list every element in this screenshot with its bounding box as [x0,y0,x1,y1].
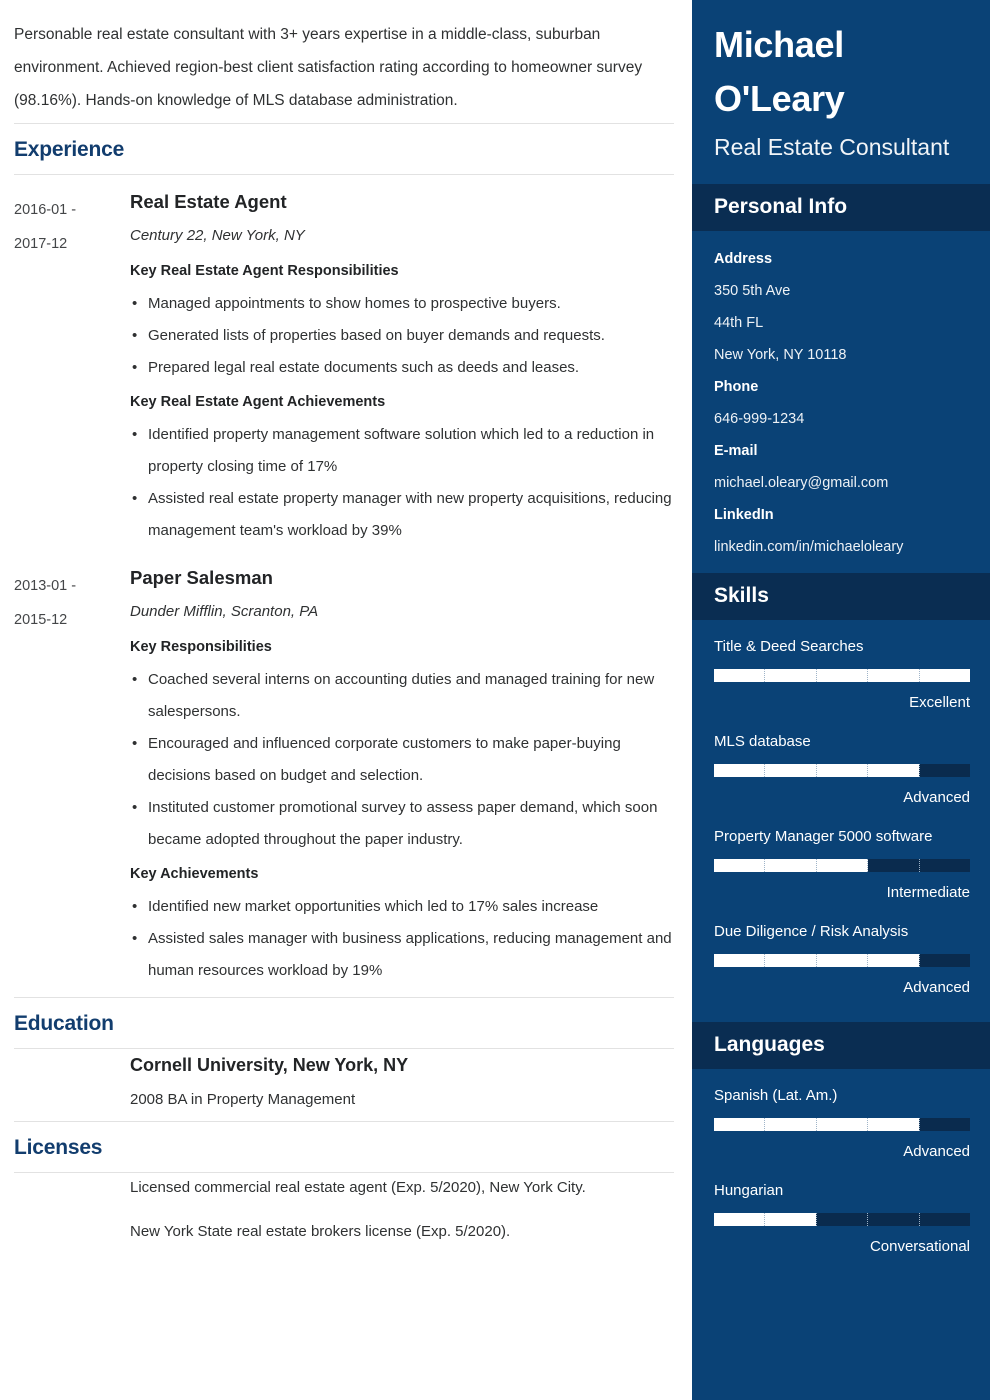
licenses-entry-body [130,1173,586,1261]
experience-entry-body [130,189,674,551]
address-label: Address [714,251,773,267]
personal-info-body [692,231,990,573]
job-organization: Dunder Mifflin, Scranton, PA [130,603,319,620]
language-level: Advanced [903,1143,970,1160]
skill-item [714,727,970,813]
skill-level: Excellent [909,694,970,711]
skill-name: MLS database [714,733,811,750]
responsibilities-list [130,664,674,856]
date-from: 2016-01 - [14,202,77,218]
education-school: Cornell University, New York, NY [130,1055,409,1075]
skill-bar-fill [714,764,919,777]
address-line-1: 350 5th Ave [714,283,791,299]
skill-bar [714,764,970,777]
skill-item [714,632,970,718]
skill-name: Title & Deed Searches [714,638,864,655]
achievements-heading: Key Real Estate Agent Achievements [130,394,386,410]
phone-label: Phone [714,379,759,395]
skill-bar [714,669,970,682]
list-item: • Coached several interns on accounting duties and managed training for new salespersons. [130,664,674,728]
candidate-job-role: Real Estate Consultant [714,134,950,160]
language-item [714,1081,970,1167]
language-bar [714,1118,970,1131]
languages-title: Languages [714,1033,825,1056]
list-item: • Assisted sales manager with business applications, reducing management and human resources workload by 19% [130,923,674,987]
experience-entry [14,565,674,991]
skills-title: Skills [714,584,769,607]
phone-value[interactable]: 646-999-1234 [714,411,805,427]
responsibilities-list [130,288,674,384]
list-item: • Managed appointments to show homes to prospective buyers. [130,288,674,320]
licenses-gutter [14,1173,130,1261]
job-title: Paper Salesman [130,567,273,588]
linkedin-value[interactable]: linkedin.com/in/michaeloleary [714,539,904,555]
list-item: • Generated lists of properties based on buyer demands and requests. [130,320,674,352]
experience-section [14,123,674,991]
personal-info-title: Personal Info [714,195,848,218]
licenses-section [14,1121,674,1261]
list-item: • Identified property management software solution which led to a reduction in property closing time of 17% [130,419,674,483]
skill-bar-fill [714,669,970,682]
sidebar-header [692,0,990,184]
achievements-list [130,891,674,987]
achievements-heading: Key Achievements [130,866,259,882]
candidate-first-name: Michael [714,24,844,65]
education-section [14,997,674,1115]
education-gutter [14,1049,130,1115]
list-item: • Assisted real estate property manager with new property acquisitions, reducing management team's workload by 39% [130,483,674,547]
professional-summary: Personable real estate consultant with 3+ years expertise in a middle-class, suburban environment. Achieved region-best client satisfaction rating according to homeowner survey (98.16%). Hands-on knowledge of MLS database administration. [14,26,643,109]
experience-entry-body [130,565,674,991]
education-heading: Education [14,1012,114,1035]
sidebar [692,0,990,1400]
skill-bar-fill [714,954,919,967]
section-divider-top [14,123,674,124]
language-name: Hungarian [714,1182,784,1199]
license-item: New York State real estate brokers license (Exp. 5/2020). [130,1223,511,1240]
section-divider-top [14,997,674,998]
date-to: 2017-12 [14,236,68,252]
skill-item [714,822,970,908]
email-label: E-mail [714,443,758,459]
section-divider-top [14,1121,674,1122]
language-level: Conversational [869,1238,970,1255]
language-bar-fill [714,1118,919,1131]
skills-header [692,573,990,620]
skill-level: Advanced [903,979,970,996]
address-line-3: New York, NY 10118 [714,347,847,363]
language-name: Spanish (Lat. Am.) [714,1087,838,1104]
job-organization: Century 22, New York, NY [130,227,305,244]
license-item: Licensed commercial real estate agent (Exp. 5/2020), New York City. [130,1179,586,1196]
skill-level: Advanced [903,789,970,806]
experience-heading: Experience [14,138,125,161]
job-title: Real Estate Agent [130,191,287,212]
skill-bar [714,859,970,872]
section-divider-bottom [14,174,674,175]
list-item: • Encouraged and influenced corporate customers to make paper-buying decisions based on budget and selection. [130,728,674,792]
list-item: • Prepared legal real estate documents such as deeds and leases. [130,352,674,384]
skill-bar-fill [714,859,868,872]
experience-entry-dates [14,189,130,551]
language-bar [714,1213,970,1226]
list-item: • Instituted customer promotional survey to assess paper demand, which soon became adopted throughout the paper industry. [130,792,674,856]
experience-entry-dates [14,565,130,991]
personal-info-header [692,184,990,231]
languages-header [692,1022,990,1069]
candidate-last-name: O'Leary [714,78,845,119]
date-from: 2013-01 - [14,578,77,594]
responsibilities-heading: Key Real Estate Agent Responsibilities [130,263,399,279]
responsibilities-heading: Key Responsibilities [130,639,272,655]
language-bar-fill [714,1213,816,1226]
achievements-list [130,419,674,547]
education-entry-body [130,1049,408,1115]
experience-entry [14,189,674,551]
licenses-heading: Licenses [14,1136,103,1159]
skill-name: Property Manager 5000 software [714,828,933,845]
email-value[interactable]: michael.oleary@gmail.com [714,475,889,491]
licenses-entry [14,1173,674,1261]
date-to: 2015-12 [14,612,68,628]
languages-body [692,1069,990,1281]
linkedin-label: LinkedIn [714,507,774,523]
skills-body [692,620,990,1022]
skill-bar [714,954,970,967]
list-item: • Identified new market opportunities which led to 17% sales increase [130,891,674,923]
language-item [714,1176,970,1262]
skill-name: Due Diligence / Risk Analysis [714,923,909,940]
education-entry [14,1049,674,1115]
education-degree: 2008 BA in Property Management [130,1091,356,1108]
skill-level: Intermediate [886,884,970,901]
address-line-2: 44th FL [714,315,764,331]
skill-item [714,917,970,1003]
